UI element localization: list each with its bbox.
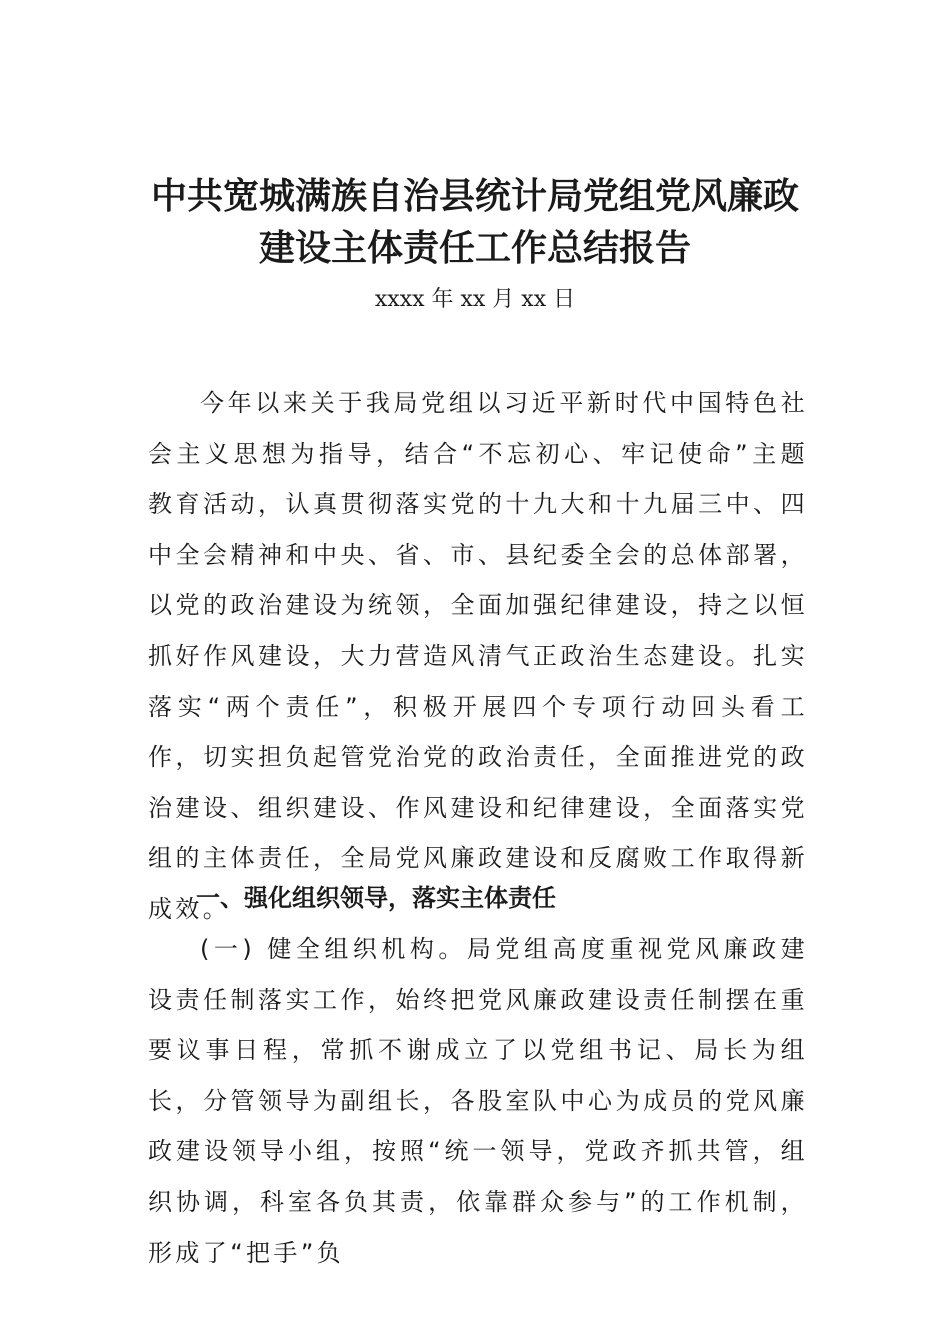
section-heading: 一、强化组织领导，落实主体责任 [196,884,556,912]
body-paragraph-intro: 今年以来关于我局党组以习近平新时代中国特色社会主义思想为指导，结合“不忘初心、牢记使命”主题教育活动，认真贯彻落实党的十九大和十九届三中、四中全会精神和中央、省、市、县纪委全会的总体部署，以党的政治建设为统领，全面加强纪律建设，持之以恒抓好作风建设，大力营造风清气正政治生态建设。扎实落实“两个责任”，积极开展四个专项行动回头看工作，切实担负起管党治党的政治责任，全面推进党的政治建设、组织建设、作风建设和纪律建设，全面落实党组的主体责任，全局党风廉政建设和反腐败工作取得新成效。 [148,389,808,923]
document-title-line-2: 建设主体责任工作总结报告 [258,227,691,269]
document-title-line-1: 中共宽城满族自治县统计局党组党风廉政 [150,175,799,217]
document-date: xxxx 年 xx 月 xx 日 [374,287,576,312]
body-paragraph-organization: (一) 健全组织机构。局党组高度重视党风廉政建设责任制落实工作，始终把党风廉政建设责任制摆在重要议事日程，常抓不谢成立了以党组书记、局长为组长，分管领导为副组长，各股室队中心为成员的党风廉政建设领导小组，按照“统一领导，党政齐抓共管，组织协调，科室各负其责，依靠群众参与”的工作机制，形成了“把手”负 [148,935,808,1267]
